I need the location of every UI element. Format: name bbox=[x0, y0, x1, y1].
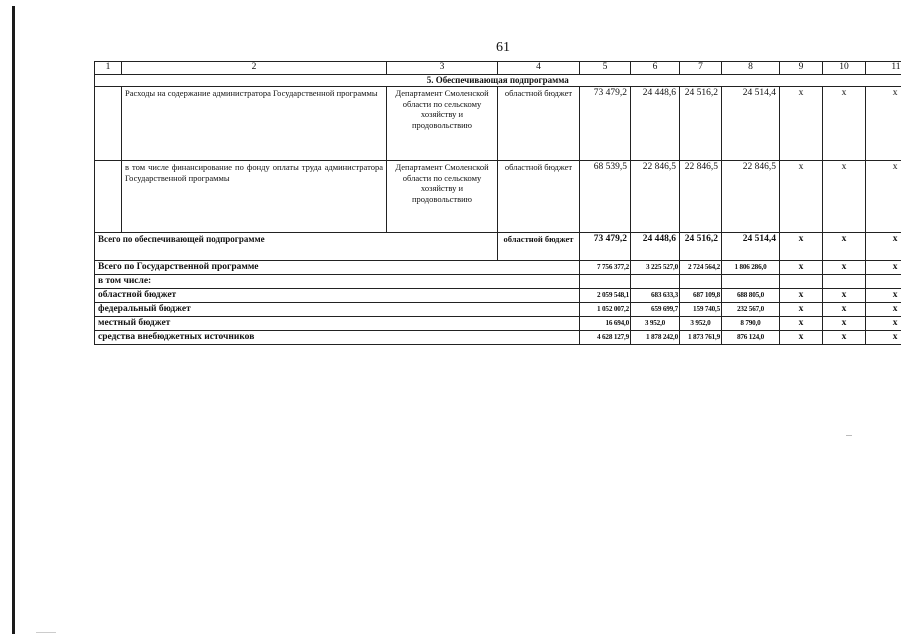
value-cell: х bbox=[866, 233, 901, 261]
value-cell: 24 448,6 bbox=[631, 233, 680, 261]
section-title-row bbox=[95, 74, 901, 86]
total-label: средства внебюджетных источников bbox=[95, 331, 580, 345]
column-number: 10 bbox=[823, 62, 866, 75]
value-cell: х bbox=[866, 303, 901, 317]
total-label: в том числе: bbox=[95, 275, 580, 289]
value-cell: х bbox=[823, 303, 866, 317]
table-row bbox=[95, 161, 901, 233]
value-cell bbox=[631, 275, 680, 289]
scan-edge-line bbox=[12, 6, 15, 634]
scan-speck bbox=[36, 632, 56, 633]
value-cell: 3 952,0 bbox=[631, 317, 680, 331]
value-cell: х bbox=[780, 261, 823, 275]
value-cell: 2 724 564,2 bbox=[680, 261, 722, 275]
value-cell: х bbox=[823, 87, 866, 161]
subtotal-row bbox=[95, 233, 901, 261]
row-executor: Департамент Смоленской области по сельскому хозяйству и продовольствию bbox=[387, 87, 498, 161]
total-label: федеральный бюджет bbox=[95, 303, 580, 317]
value-cell bbox=[580, 275, 631, 289]
column-number: 1 bbox=[95, 62, 122, 75]
value-cell: 22 846,5 bbox=[722, 161, 780, 233]
column-number: 9 bbox=[780, 62, 823, 75]
value-cell: х bbox=[823, 289, 866, 303]
value-cell: 659 699,7 bbox=[631, 303, 680, 317]
value-cell: 3 225 527,0 bbox=[631, 261, 680, 275]
value-cell: х bbox=[823, 317, 866, 331]
value-cell bbox=[680, 275, 722, 289]
column-number: 7 bbox=[680, 62, 722, 75]
column-number: 4 bbox=[498, 62, 580, 75]
value-cell: х bbox=[866, 87, 901, 161]
program-total-row bbox=[95, 261, 901, 275]
value-cell: х bbox=[866, 331, 901, 345]
value-cell bbox=[722, 275, 780, 289]
value-cell: 24 516,2 bbox=[680, 233, 722, 261]
total-label: областной бюджет bbox=[95, 289, 580, 303]
value-cell bbox=[780, 275, 823, 289]
value-cell: х bbox=[780, 87, 823, 161]
value-cell: 24 514,4 bbox=[722, 87, 780, 161]
value-cell: 3 952,0 bbox=[680, 317, 722, 331]
total-label: Всего по Государственной программе bbox=[95, 261, 580, 275]
value-cell: 688 805,0 bbox=[722, 289, 780, 303]
value-cell: х bbox=[866, 161, 901, 233]
column-number: 5 bbox=[580, 62, 631, 75]
column-number: 3 bbox=[387, 62, 498, 75]
row-name: в том числе финансирование по фонду оплаты труда администратора Государственной программы bbox=[122, 161, 387, 233]
value-cell: 159 740,5 bbox=[680, 303, 722, 317]
program-total-row bbox=[95, 275, 901, 289]
value-cell: 8 790,0 bbox=[722, 317, 780, 331]
value-cell: х bbox=[823, 161, 866, 233]
value-cell: х bbox=[780, 289, 823, 303]
total-label: местный бюджет bbox=[95, 317, 580, 331]
program-total-row bbox=[95, 317, 901, 331]
value-cell: 24 514,4 bbox=[722, 233, 780, 261]
value-cell: 24 448,6 bbox=[631, 87, 680, 161]
page-number: 61 bbox=[496, 40, 510, 55]
row-executor: Департамент Смоленской области по сельскому хозяйству и продовольствию bbox=[387, 161, 498, 233]
row-source: областной бюджет bbox=[498, 161, 580, 233]
column-number: 6 bbox=[631, 62, 680, 75]
section-title: 5. Обеспечивающая подпрограмма bbox=[95, 74, 901, 86]
value-cell: х bbox=[780, 233, 823, 261]
value-cell: х bbox=[780, 303, 823, 317]
value-cell: х bbox=[780, 161, 823, 233]
value-cell: 1 052 007,2 bbox=[580, 303, 631, 317]
row-source: областной бюджет bbox=[498, 87, 580, 161]
program-total-row bbox=[95, 289, 901, 303]
subtotal-source: областной бюджет bbox=[498, 233, 580, 261]
value-cell: 1 873 761,9 bbox=[680, 331, 722, 345]
value-cell: 876 124,0 bbox=[722, 331, 780, 345]
value-cell: х bbox=[823, 261, 866, 275]
value-cell bbox=[823, 275, 866, 289]
value-cell: 22 846,5 bbox=[631, 161, 680, 233]
program-total-row bbox=[95, 331, 901, 345]
value-cell: х bbox=[866, 261, 901, 275]
value-cell bbox=[866, 275, 901, 289]
column-number: 2 bbox=[122, 62, 387, 75]
program-total-row bbox=[95, 303, 901, 317]
value-cell: х bbox=[866, 289, 901, 303]
value-cell: х bbox=[780, 317, 823, 331]
budget-table bbox=[94, 61, 901, 345]
value-cell: х bbox=[780, 331, 823, 345]
value-cell: 683 633,3 bbox=[631, 289, 680, 303]
value-cell: 22 846,5 bbox=[680, 161, 722, 233]
value-cell: 4 628 127,9 bbox=[580, 331, 631, 345]
row-number-cell bbox=[95, 161, 122, 233]
scan-speck bbox=[846, 435, 852, 436]
table-row bbox=[95, 87, 901, 161]
column-number-row bbox=[95, 62, 901, 75]
column-number: 8 bbox=[722, 62, 780, 75]
value-cell: 16 694,0 bbox=[580, 317, 631, 331]
value-cell: х bbox=[823, 233, 866, 261]
value-cell: 1 806 286,0 bbox=[722, 261, 780, 275]
value-cell: х bbox=[866, 317, 901, 331]
value-cell: 24 516,2 bbox=[680, 87, 722, 161]
value-cell: 7 756 377,2 bbox=[580, 261, 631, 275]
row-name: Расходы на содержание администратора Государственной программы bbox=[122, 87, 387, 161]
subtotal-label: Всего по обеспечивающей подпрограмме bbox=[95, 233, 498, 261]
value-cell: 73 479,2 bbox=[580, 87, 631, 161]
value-cell: 687 109,8 bbox=[680, 289, 722, 303]
value-cell: 68 539,5 bbox=[580, 161, 631, 233]
value-cell: 2 059 548,1 bbox=[580, 289, 631, 303]
value-cell: х bbox=[823, 331, 866, 345]
column-number: 11 bbox=[866, 62, 901, 75]
value-cell: 1 878 242,0 bbox=[631, 331, 680, 345]
value-cell: 73 479,2 bbox=[580, 233, 631, 261]
row-number-cell bbox=[95, 87, 122, 161]
value-cell: 232 567,0 bbox=[722, 303, 780, 317]
